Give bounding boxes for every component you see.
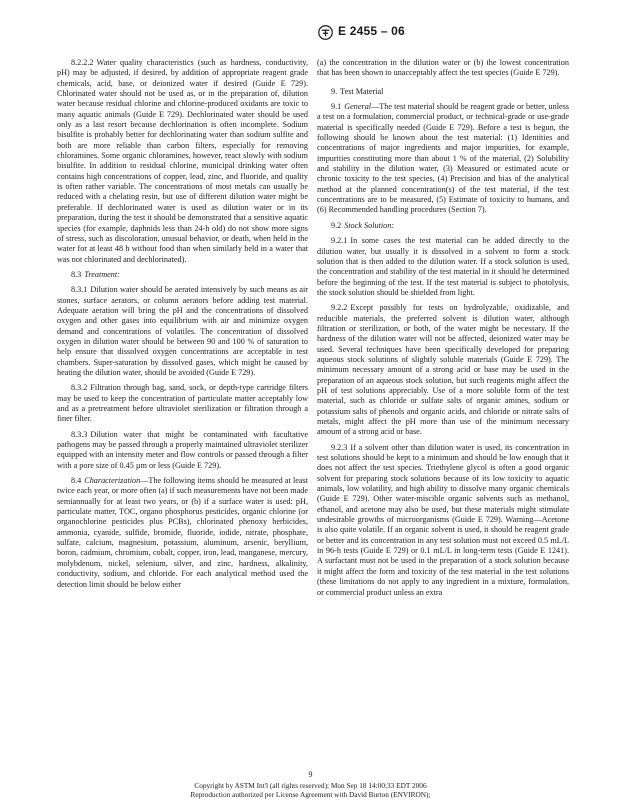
footer-line-2: Reproduction authorized per License Agreement with David Burton (ENVIRON); xyxy=(190,790,431,799)
paragraph xyxy=(317,58,569,79)
clause-number: 9.1 xyxy=(331,102,342,112)
clause-text: In some cases the test material can be added directly to the dilution water, but usually it is dissolved in a solvent to form a stock solution that is then added to the dilution water. If a stock solution is used, the concentration and stability of the test material in it should be determined before the beginning of the test. If the test material is subject to photolysis, the stock solution should be shielded from light. xyxy=(317,236,569,297)
paragraph xyxy=(317,303,569,437)
paragraph xyxy=(57,58,308,265)
clause-number: 8.4 xyxy=(71,476,82,486)
clause-title: Treatment: xyxy=(84,269,120,279)
clause-number: 8.3.2 xyxy=(71,383,88,393)
page-header xyxy=(0,24,621,42)
clause-text: —The following items should be measured at least twice each year, or more often (a) if such measurements have not been made semiannually for at least two years, or (b) if a surface water is used: pH, particulate matter, TOC, organo phosphorus pesticides, organic chlorine (or organochlorine pesticides plus PCBs), chlorinated phenoxy herbicides, ammonia, cyanide, sulfide, bromide, fluoride, iodide, nitrate, phosphate, sulfate, calcium, magnesium, potassium, aluminum, arsenic, beryllium, boron, cadmium, chromium, cobalt, copper, iron, lead, manganese, mercury, molybdenum, nickel, selenium, silver, and zinc, hardness, alkalinity, conductivity, sodium, and chloride. For each analytical method used the detection limit should be below either xyxy=(57,476,308,589)
clause-number: 9.2.1 xyxy=(331,236,348,246)
paragraph xyxy=(317,236,569,298)
clause-number: 9. xyxy=(331,86,338,96)
paragraph xyxy=(317,102,569,216)
left-column xyxy=(57,58,308,590)
paragraph xyxy=(57,383,308,424)
clause-text: Dilution water should be aerated intensively by such means as air stones, surface aerators, or column aerators before adding test material. Adequate aeration will bring the pH and the concentrations of dissolved oxygen and other gases into equilibrium with air and minimize oxygen demand and concentrations of volatiles. The concentration of dissolved oxygen in dilution water should be between 90 and 100 % of saturation to help ensure that dissolved oxygen concentrations are acceptable in test chambers. Super-saturation by dissolved gases, which might be caused by heating the dilution water, should be avoided (Guide E 729). xyxy=(57,285,308,377)
clause-number: 8.3.1 xyxy=(71,285,88,295)
clause-number: 9.2 xyxy=(331,220,342,230)
copyright-footer xyxy=(0,781,621,799)
section-heading xyxy=(317,87,569,97)
clause-number: 8.3.3 xyxy=(71,429,88,439)
clause-title: Characterization xyxy=(84,476,141,486)
clause-text: Except possibly for tests on hydrolyzable, oxidizable, and reducible materials, the preferred solvent is dilution water, although filtration or sterilization, or both, of the water might be necessary. If the hardness of the dilution water will not be affected, deionized water may be used. Several techniques have been specifically developed for preparing aqueous stock solutions of slightly soluble materials (Guide E 729). The minimum necessary amount of a strong acid or base may be used in the preparation of an aqueous stock solution, but such reagents might affect the pH of test solutions appreciably. Use of a more soluble form of the test material, such as chloride or sulfate salts of organic amines, sodium or potassium salts of phenols and organic acids, and chloride or nitrate salts of metals, might affect the pH more than use of the minimum necessary amount of a strong acid or base. xyxy=(317,303,569,437)
clause-number: 9.2.3 xyxy=(331,442,348,452)
clause-title: Stock Solution: xyxy=(344,220,395,230)
clause-text: Water quality characteristics (such as hardness, conductivity, pH) may be adjusted, if desired, by addition of appropriate reagent grade chemicals, acid, base, or deionized water if desired (Guide E 729). Chlorinated water should not be used as, or in the preparation of, dilution water because residual chlorine and chlorine-produced oxidants are toxic to many aquatic animals (Guide E 729). Dechlorinated water should be used only as a last resort because dechlorination is often incomplete. Sodium bisulfite is probably better for dechlorinating water than sodium sulfite and both are more reliable than carbon filters, especially for removing chloramines. Some organic chloramines, however, react slowly with sodium bisulfite. In addition to residual chlorine, municipal drinking water often contains high concentrations of copper, lead, zinc, and fluoride, and quality is often rather variable. The concentrations of most metals can usually be reduced with a chelating resin, but use of different dilution water might be preferable. If dechlorinated water is used as dilution water or in its preparation, during the test it should be demonstrated that a sensitive aquatic species (for example, daphnids less than 24-h old) do not show more signs of stress, such as discoloration, unusual behavior, or death, when held in the water for at least 48 h without food than when similarly held in a water that was not chlorinated and dechlorinated). xyxy=(57,58,309,264)
astm-logo-icon xyxy=(318,25,333,40)
clause-text: —The test material should be reagent grade or better, unless a test on a formulation, commercial product, or technical-grade or use-grade material is specifically needed (Guide E 729). Before a test is begun, the following should be known about the test material: (1) Identities and concentrations of major ingredients and major impurities, for example, impurities constituting more than about 1 % of the material, (2) Solubility and stability in the dilution water, (3) Measured or estimated acute or chronic toxicity to the test species, (4) Precision and bias of the analytical method at the planned concentration(s) of the test material, if the test concentrations are to be measured, (5) Estimate of toxicity to humans, and (6) Recommended handling procedures (Section 7). xyxy=(317,102,569,215)
clause-title: Test Material xyxy=(340,86,384,96)
subsection-heading xyxy=(57,270,308,280)
paragraph xyxy=(57,430,308,471)
clause-number: 8.2.2.2 xyxy=(71,58,94,67)
clause-title: General xyxy=(344,102,372,112)
paragraph xyxy=(57,285,308,378)
clause-number: 9.2.2 xyxy=(331,303,348,313)
standard-designation: E 2455 – 06 xyxy=(338,24,405,38)
page-number: 9 xyxy=(308,770,313,779)
clause-text: Filtration through bag, sand, sock, or depth-type cartridge filters may be used to keep the concentration of particulate matter acceptably low and as a pretreatment before ultraviolet sterilization or filtration through a finer filter. xyxy=(57,383,308,424)
right-column xyxy=(317,58,569,598)
clause-text: (a) the concentration in the dilution water or (b) the lowest concentration that has been shown to unacceptably affect the test species (Guide E 729). xyxy=(317,58,569,78)
paragraph xyxy=(57,476,308,590)
paragraph xyxy=(317,443,569,598)
clause-text: If a solvent other than dilution water is used, its concentration in test solutions should be kept to a minimum and should be low enough that it does not affect the test species. Triethylene glycol is often a good organic solvent for preparing stock solutions because of its low toxicity to aquatic animals, low volatility, and high ability to dissolve many organic chemicals (Guide E 729). Other water-miscible organic solvents such as methanol, ethanol, and acetone may also be used, but these materials might stimulate undesirable growths of microorganisms (Guide E 729). Warning—Acetone is also quite volatile. If an organic solvent is used, it should be reagent grade or better and its concentration in any test solution must not exceed 0.5 mL/L in 96-h tests (Guide E 729) or 0.1 mL/L in long-term tests (Guide E 1241). A surfactant must not be used in the preparation of a stock solution because it might affect the form and toxicity of the test material in the test solutions (these limitations do not apply to any ingredient in a mixture, formulation, or commercial product unless an extra xyxy=(317,442,569,597)
subsection-heading xyxy=(317,221,569,231)
clause-text: Dilution water that might be contaminated with facultative pathogens may be passed through a properly maintained ultraviolet sterilizer equipped with an intensity meter and flow controls or passed through a filter with a pore size of 0.45 µm or less (Guide E 729). xyxy=(57,429,308,470)
clause-number: 8.3 xyxy=(71,269,82,279)
footer-line-1: Copyright by ASTM Int'l (all rights reserved); Mon Sep 18 14:00:33 EDT 2006 xyxy=(194,781,427,790)
